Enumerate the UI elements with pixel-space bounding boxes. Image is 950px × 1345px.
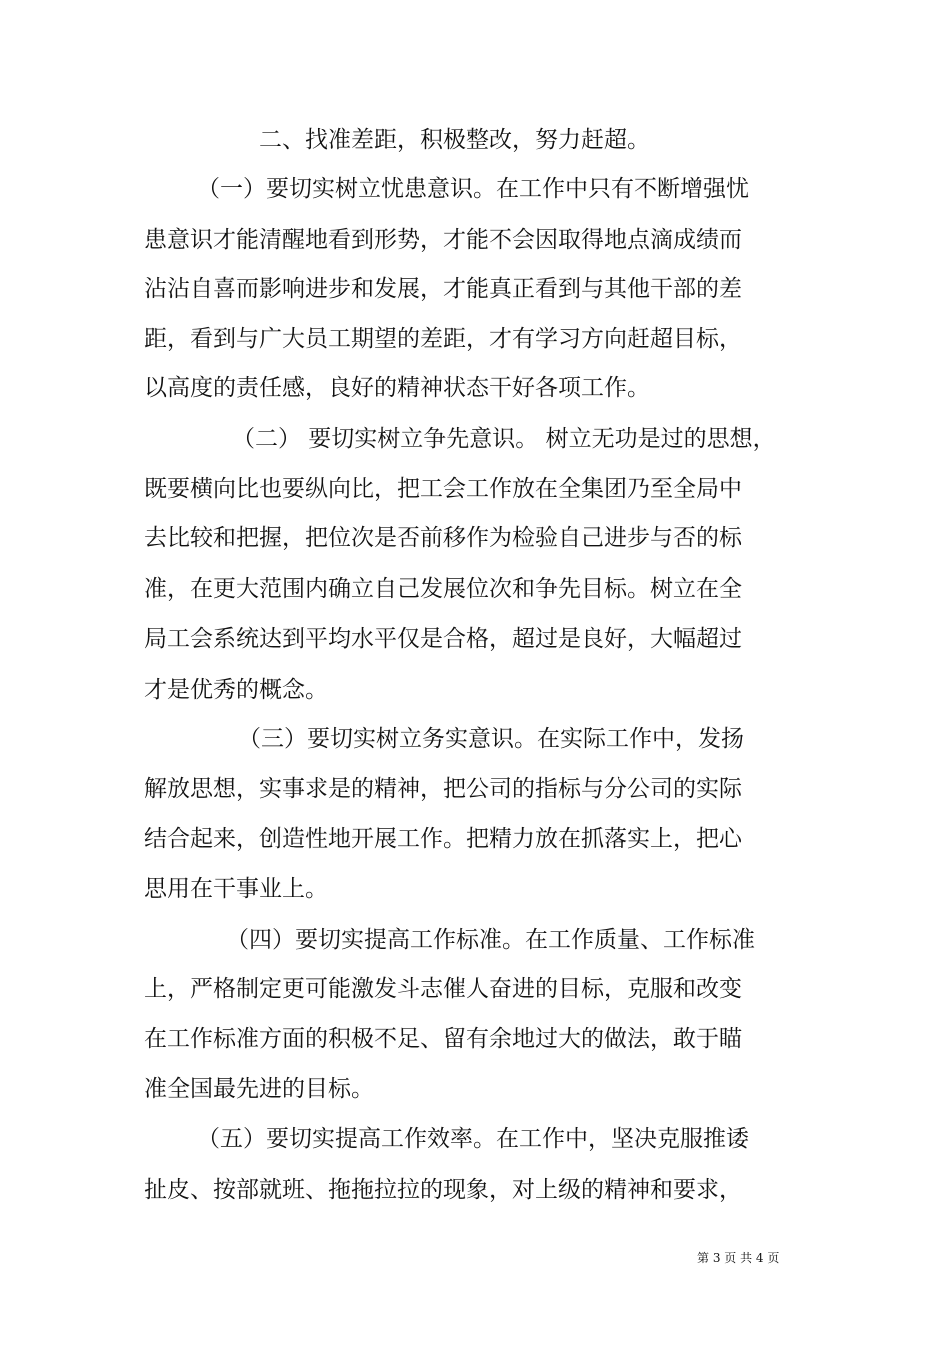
text-line: 患意识才能清醒地看到形势，才能不会因取得地点滴成绩而 [144, 227, 742, 253]
text-line: 准，在更大范围内确立自己发展位次和争先目标。树立在全 [144, 576, 742, 602]
text-line: 沾沾自喜而影响进步和发展，才能真正看到与其他干部的差 [144, 276, 742, 302]
text-line: （五）要切实提高工作效率。在工作中，坚决克服推诿 [197, 1126, 749, 1152]
text-line: （三）要切实树立务实意识。在实际工作中，发扬 [238, 726, 744, 752]
text-line: 上，严格制定更可能激发斗志催人奋进的目标，克服和改变 [144, 976, 742, 1002]
text-line: （二） 要切实树立争先意识。 树立无功是过的思想， [232, 426, 776, 452]
text-line: 解放思想，实事求是的精神，把公司的指标与分公司的实际 [144, 776, 742, 802]
section-heading: 二、找准差距，积极整改，努力赶超。 [259, 127, 650, 153]
text-line: （一）要切实树立忧患意识。在工作中只有不断增强忧 [197, 176, 749, 202]
text-line: 结合起来，创造性地开展工作。把精力放在抓落实上，把心 [144, 826, 742, 852]
text-line: 距，看到与广大员工期望的差距，才有学习方向赶超目标， [144, 326, 742, 352]
text-line: 局工会系统达到平均水平仅是合格，超过是良好，大幅超过 [144, 626, 742, 652]
text-line: 准全国最先进的目标。 [144, 1076, 374, 1102]
text-line: （四）要切实提高工作标准。在工作质量、工作标准 [226, 927, 755, 953]
text-line: 既要横向比也要纵向比，把工会工作放在全集团乃至全局中 [144, 476, 742, 502]
page-number: 第 3 页 共 4 页 [697, 1251, 780, 1265]
text-line: 扯皮、按部就班、拖拖拉拉的现象，对上级的精神和要求， [144, 1177, 742, 1203]
text-line: 才是优秀的概念。 [144, 677, 328, 703]
text-line: 去比较和把握，把位次是否前移作为检验自己进步与否的标 [144, 525, 742, 551]
text-line: 以高度的责任感，良好的精神状态干好各项工作。 [144, 375, 650, 401]
text-line: 思用在干事业上。 [144, 876, 328, 902]
text-line: 在工作标准方面的积极不足、留有余地过大的做法，敢于瞄 [144, 1026, 742, 1052]
